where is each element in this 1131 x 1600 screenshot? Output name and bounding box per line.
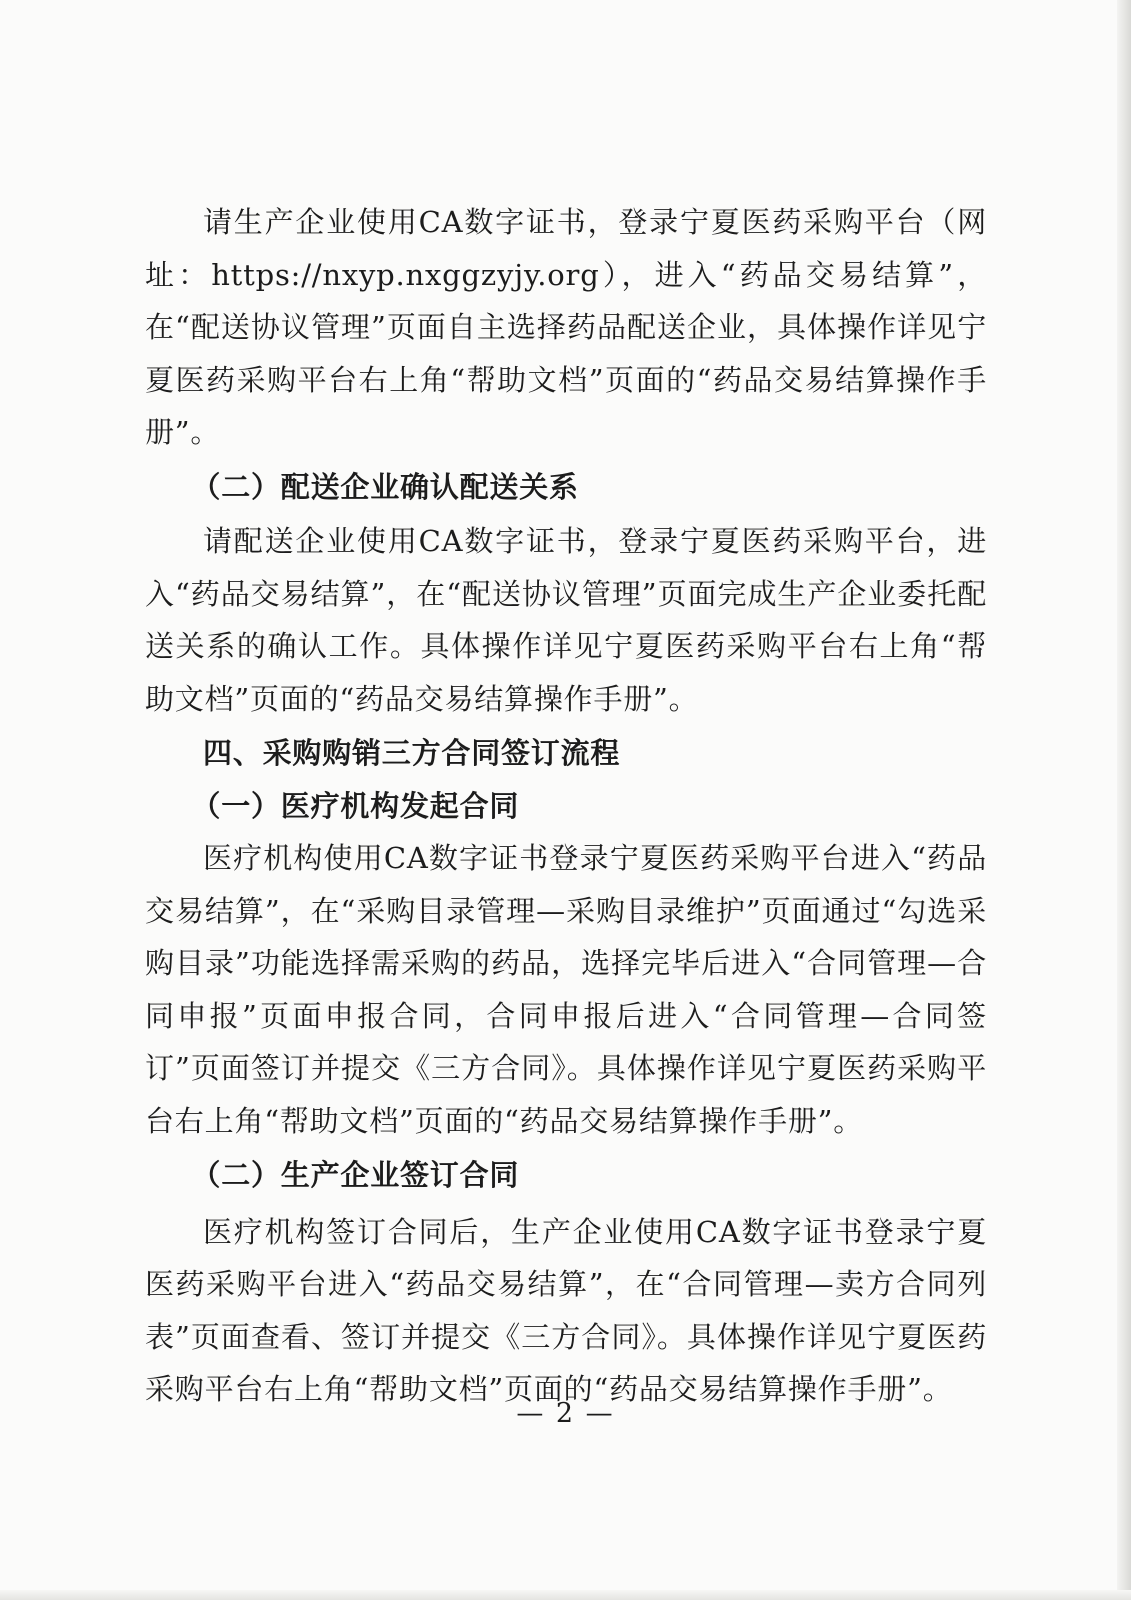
subheading-manufacturer-sign-contract: （二）生产企业签订合同 xyxy=(191,1158,520,1192)
subheading-hospital-initiate-contract: （一）医疗机构发起合同 xyxy=(191,788,520,823)
scan-edge-bottom xyxy=(0,1590,1131,1600)
page-number: — 2 — xyxy=(516,1398,615,1429)
scan-edge-right xyxy=(1117,0,1131,1600)
paragraph-manufacturer-select-distributor: 请生产企业使用CA数字证书，登录宁夏医药采购平台（网址：https://nxyp.nxggzyjy.org），进入“药品交易结算”，在“配送协议管理”页面自主选择药品配送企业，具体操作详见宁夏医药采购平台右上角“帮助文档”页面的“药品交易结算操作手册”。 xyxy=(145,205,987,449)
section-heading-contract-process: 四、采购购销三方合同签订流程 xyxy=(203,736,621,770)
document-body xyxy=(145,196,987,1416)
paragraph-manufacturer-sign-contract: 医疗机构签订合同后，生产企业使用CA数字证书登录宁夏医药采购平台进入“药品交易结算”，在“合同管理—卖方合同列表”页面查看、签订并提交《三方合同》。具体操作详见宁夏医药采购平台右上角“帮助文档”页面的“药品交易结算操作手册”。 xyxy=(145,1214,987,1406)
paragraph-hospital-initiate-contract: 医疗机构使用CA数字证书登录宁夏医药采购平台进入“药品交易结算”，在“采购目录管理—采购目录维护”页面通过“勾选采购目录”功能选择需采购的药品，选择完毕后进入“合同管理—合同申报”页面申报合同，合同申报后进入“合同管理—合同签订”页面签订并提交《三方合同》。具体操作详见宁夏医药采购平台右上角“帮助文档”页面的“药品交易结算操作手册”。 xyxy=(145,841,987,1138)
subheading-distributor-confirm: （二）配送企业确认配送关系 xyxy=(191,469,579,504)
paragraph-distributor-confirm: 请配送企业使用CA数字证书，登录宁夏医药采购平台，进入“药品交易结算”，在“配送协议管理”页面完成生产企业委托配送关系的确认工作。具体操作详见宁夏医药采购平台右上角“帮助文档”页面的“药品交易结算操作手册”。 xyxy=(145,524,987,716)
